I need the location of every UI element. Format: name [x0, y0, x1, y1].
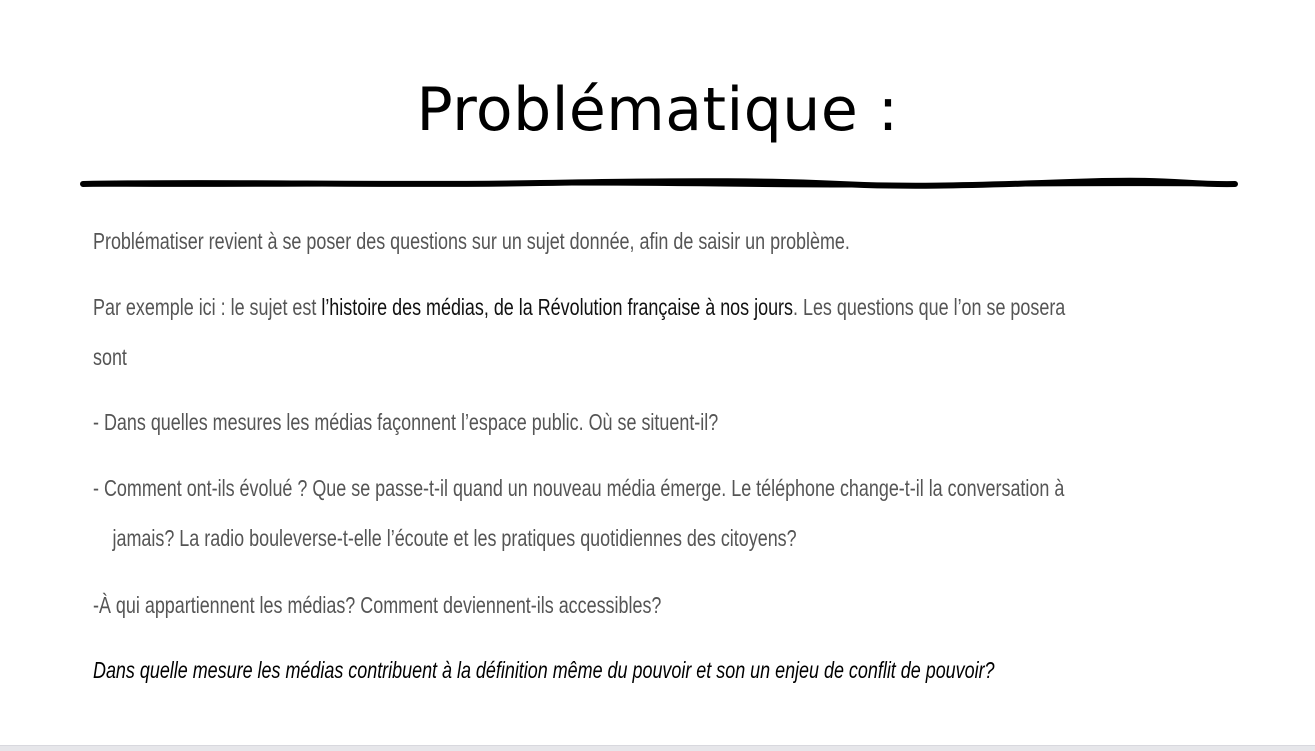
- bullet-2-line-2: jamais? La radio bouleverse-t-elle l’écoute et les pratiques quotidiennes des citoyens?: [112, 525, 797, 551]
- title-divider: [80, 172, 1238, 196]
- slide-title: Problématique :: [416, 75, 899, 145]
- bullet-1-text: - Dans quelles mesures les médias façonnent l’espace public. Où se situent-il?: [93, 409, 719, 435]
- bullet-2-line-1: - Comment ont-ils évolué ? Que se passe-t-il quand un nouveau média émerge. Le téléphone change-t-il la conversation à: [93, 475, 1065, 501]
- example-line-1: [93, 282, 1065, 332]
- example-subject: l’histoire des médias, de la Révolution française à nos jours: [321, 294, 794, 320]
- example-suffix: . Les questions que l’on se posera: [793, 294, 1066, 320]
- example-line-2: sont: [93, 344, 127, 370]
- list-item: [93, 463, 1233, 563]
- example-paragraph: [93, 282, 1233, 382]
- list-item: [93, 397, 1233, 447]
- list-item: [93, 580, 1233, 630]
- intro-text: Problématiser revient à se poser des questions sur un sujet donnée, afin de saisir un problème.: [93, 228, 850, 254]
- bullet-3-text: -À qui appartiennent les médias? Comment deviennent-ils accessibles?: [93, 592, 662, 618]
- bottom-bar: [0, 745, 1315, 751]
- central-question-text: Dans quelle mesure les médias contribuent à la définition même du pouvoir et son un enjeu de conflit de pouvoir?: [93, 657, 995, 683]
- intro-paragraph: [93, 216, 1233, 266]
- example-prefix: Par exemple ici : le sujet est: [93, 294, 322, 320]
- central-question: [93, 645, 1233, 695]
